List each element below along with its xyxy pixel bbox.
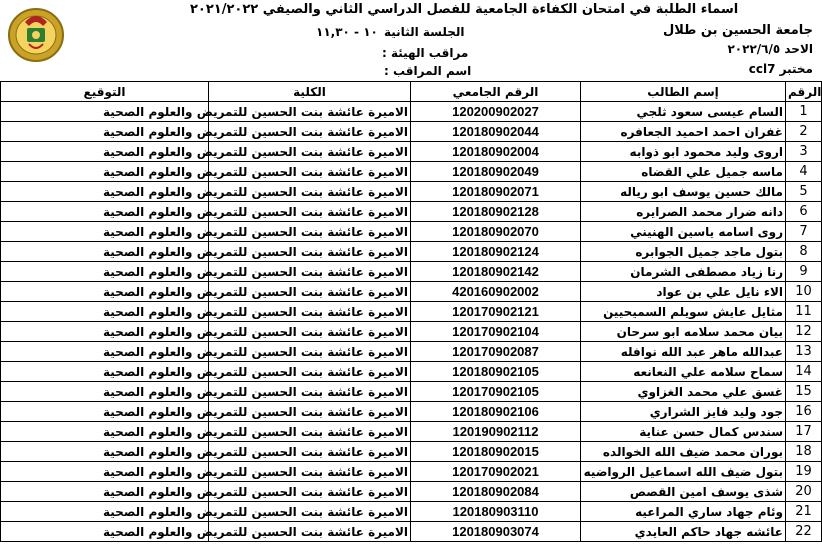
row-number-cell: 21 [786, 502, 822, 522]
row-number-cell: 15 [786, 382, 822, 402]
college-cell: الاميرة عائشة بنت الحسين للتمريض والعلوم الصحية [209, 142, 411, 162]
table-row [1, 262, 822, 282]
university-id-cell: 120180902044 [411, 122, 581, 142]
table-row [1, 102, 822, 122]
table-row [1, 502, 822, 522]
student-name-cell: عبدالله ماهر عبد الله نوافله [581, 342, 786, 362]
college-cell: الاميرة عائشة بنت الحسين للتمريض والعلوم الصحية [209, 242, 411, 262]
college-cell: الاميرة عائشة بنت الحسين للتمريض والعلوم الصحية [209, 422, 411, 442]
col-college: الكلية [209, 82, 411, 102]
college-cell: الاميرة عائشة بنت الحسين للتمريض والعلوم الصحية [209, 102, 411, 122]
row-number-cell: 18 [786, 442, 822, 462]
table-row [1, 342, 822, 362]
col-signature: التوقيع [1, 82, 209, 102]
table-row [1, 202, 822, 222]
col-student-name: إسم الطالب [581, 82, 786, 102]
college-cell: الاميرة عائشة بنت الحسين للتمريض والعلوم الصحية [209, 182, 411, 202]
row-number-cell: 14 [786, 362, 822, 382]
college-cell: الاميرة عائشة بنت الحسين للتمريض والعلوم الصحية [209, 282, 411, 302]
student-name-cell: سماح سلامه علي النعانعه [581, 362, 786, 382]
college-cell: الاميرة عائشة بنت الحسين للتمريض والعلوم الصحية [209, 262, 411, 282]
student-name-cell: مالك حسين يوسف ابو رياله [581, 182, 786, 202]
university-id-cell: 120180902105 [411, 362, 581, 382]
college-cell: الاميرة عائشة بنت الحسين للتمريض والعلوم الصحية [209, 442, 411, 462]
university-name: جامعة الحسين بن طلال [662, 23, 813, 38]
row-number-cell: 3 [786, 142, 822, 162]
proctor-label: اسم المراقب : [384, 64, 472, 78]
university-id-cell: 120170902105 [411, 382, 581, 402]
college-cell: الاميرة عائشة بنت الحسين للتمريض والعلوم الصحية [209, 482, 411, 502]
student-name-cell: الاء نايل علي بن عواد [581, 282, 786, 302]
university-id-cell: 120180902124 [411, 242, 581, 262]
row-number-cell: 20 [786, 482, 822, 502]
exam-date: الاحد ٢٠٢٢/٦/٥ [727, 42, 813, 56]
university-id-cell: 120180902142 [411, 262, 581, 282]
table-row [1, 522, 822, 542]
row-number-cell: 5 [786, 182, 822, 202]
university-id-cell: 120170902087 [411, 342, 581, 362]
university-id-cell: 120180902049 [411, 162, 581, 182]
table-row [1, 422, 822, 442]
table-row [1, 362, 822, 382]
college-cell: الاميرة عائشة بنت الحسين للتمريض والعلوم الصحية [209, 522, 411, 542]
college-cell: الاميرة عائشة بنت الحسين للتمريض والعلوم الصحية [209, 502, 411, 522]
table-header-row [1, 82, 822, 102]
student-name-cell: شذى يوسف امين القصص [581, 482, 786, 502]
table-row [1, 382, 822, 402]
university-id-cell: 120180902015 [411, 442, 581, 462]
committee-proctor-label: مراقب الهيئة : [382, 46, 469, 60]
row-number-cell: 16 [786, 402, 822, 422]
table-row [1, 182, 822, 202]
row-number-cell: 17 [786, 422, 822, 442]
table-row [1, 322, 822, 342]
student-name-cell: بيان محمد سلامه ابو سرحان [581, 322, 786, 342]
college-cell: الاميرة عائشة بنت الحسين للتمريض والعلوم الصحية [209, 362, 411, 382]
table-row [1, 162, 822, 182]
col-university-id: الرقم الجامعي [411, 82, 581, 102]
row-number-cell: 11 [786, 302, 822, 322]
row-number-cell: 6 [786, 202, 822, 222]
college-cell: الاميرة عائشة بنت الحسين للتمريض والعلوم الصحية [209, 302, 411, 322]
row-number-cell: 10 [786, 282, 822, 302]
student-name-cell: بتول ضيف الله اسماعيل الرواضيه [581, 462, 786, 482]
row-number-cell: 13 [786, 342, 822, 362]
table-row [1, 222, 822, 242]
table-row [1, 442, 822, 462]
row-number-cell: 8 [786, 242, 822, 262]
sheet-title: اسماء الطلبة في امتحان الكفاءة الجامعية للفصل الدراسي الثاني والصيفي ٢٠٢١/٢٠٢٢ [190, 2, 739, 17]
student-name-cell: بوران محمد ضيف الله الخوالده [581, 442, 786, 462]
table-body [1, 102, 822, 542]
student-name-cell: غسق علي محمد الغزاوي [581, 382, 786, 402]
table-row [1, 242, 822, 262]
student-name-cell: بتول ماجد جميل الجوابره [581, 242, 786, 262]
university-id-cell: 120180902106 [411, 402, 581, 422]
student-name-cell: عائشه جهاد حاكم العايدي [581, 522, 786, 542]
row-number-cell: 2 [786, 122, 822, 142]
student-name-cell: السام عيسى سعود ثلجي [581, 102, 786, 122]
row-number-cell: 1 [786, 102, 822, 122]
table-row [1, 142, 822, 162]
lab-label: مختبر ccl7 [748, 62, 813, 76]
table-row [1, 122, 822, 142]
student-name-cell: اروى وليد محمود ابو ذوابه [581, 142, 786, 162]
university-id-cell: 120180902084 [411, 482, 581, 502]
student-name-cell: غفران احمد احميد الجعافره [581, 122, 786, 142]
student-name-cell: دانه ضرار محمد الصرايره [581, 202, 786, 222]
table-row [1, 462, 822, 482]
student-name-cell: جود وليد فايز الشراري [581, 402, 786, 422]
table-row [1, 482, 822, 502]
table-row [1, 282, 822, 302]
student-name-cell: روى اسامه ياسين الهنيني [581, 222, 786, 242]
college-cell: الاميرة عائشة بنت الحسين للتمريض والعلوم الصحية [209, 342, 411, 362]
student-name-cell: ماسه جميل علي القضاه [581, 162, 786, 182]
student-name-cell: وئام جهاد ساري المراعيه [581, 502, 786, 522]
university-id-cell: 120180902128 [411, 202, 581, 222]
university-id-cell: 120180902070 [411, 222, 581, 242]
row-number-cell: 7 [786, 222, 822, 242]
college-cell: الاميرة عائشة بنت الحسين للتمريض والعلوم الصحية [209, 322, 411, 342]
students-table [0, 81, 822, 542]
university-id-cell: 120180903110 [411, 502, 581, 522]
college-cell: الاميرة عائشة بنت الحسين للتمريض والعلوم الصحية [209, 382, 411, 402]
col-number: الرقم [786, 82, 822, 102]
table-row [1, 402, 822, 422]
university-id-cell: 420160902002 [411, 282, 581, 302]
college-cell: الاميرة عائشة بنت الحسين للتمريض والعلوم الصحية [209, 162, 411, 182]
row-number-cell: 19 [786, 462, 822, 482]
college-cell: الاميرة عائشة بنت الحسين للتمريض والعلوم الصحية [209, 222, 411, 242]
college-cell: الاميرة عائشة بنت الحسين للتمريض والعلوم الصحية [209, 202, 411, 222]
university-id-cell: 120170902104 [411, 322, 581, 342]
university-logo [3, 2, 69, 64]
university-id-cell: 120180902004 [411, 142, 581, 162]
university-id-cell: 120200902027 [411, 102, 581, 122]
university-id-cell: 120170902021 [411, 462, 581, 482]
student-name-cell: مثايل عايش سويلم السميحيين [581, 302, 786, 322]
college-cell: الاميرة عائشة بنت الحسين للتمريض والعلوم الصحية [209, 402, 411, 422]
student-name-cell: سندس كمال حسن عناية [581, 422, 786, 442]
row-number-cell: 4 [786, 162, 822, 182]
college-cell: الاميرة عائشة بنت الحسين للتمريض والعلوم الصحية [209, 462, 411, 482]
session-label: الجلسة الثانية [384, 25, 465, 39]
university-id-cell: 120180903074 [411, 522, 581, 542]
student-name-cell: رنا زياد مصطفى الشرمان [581, 262, 786, 282]
row-number-cell: 9 [786, 262, 822, 282]
university-id-cell: 120190902112 [411, 422, 581, 442]
university-id-cell: 120180902071 [411, 182, 581, 202]
row-number-cell: 22 [786, 522, 822, 542]
session-time: ١٠ - ١١,٣٠ [316, 25, 378, 39]
table-row [1, 302, 822, 322]
college-cell: الاميرة عائشة بنت الحسين للتمريض والعلوم الصحية [209, 122, 411, 142]
university-id-cell: 120170902121 [411, 302, 581, 322]
row-number-cell: 12 [786, 322, 822, 342]
